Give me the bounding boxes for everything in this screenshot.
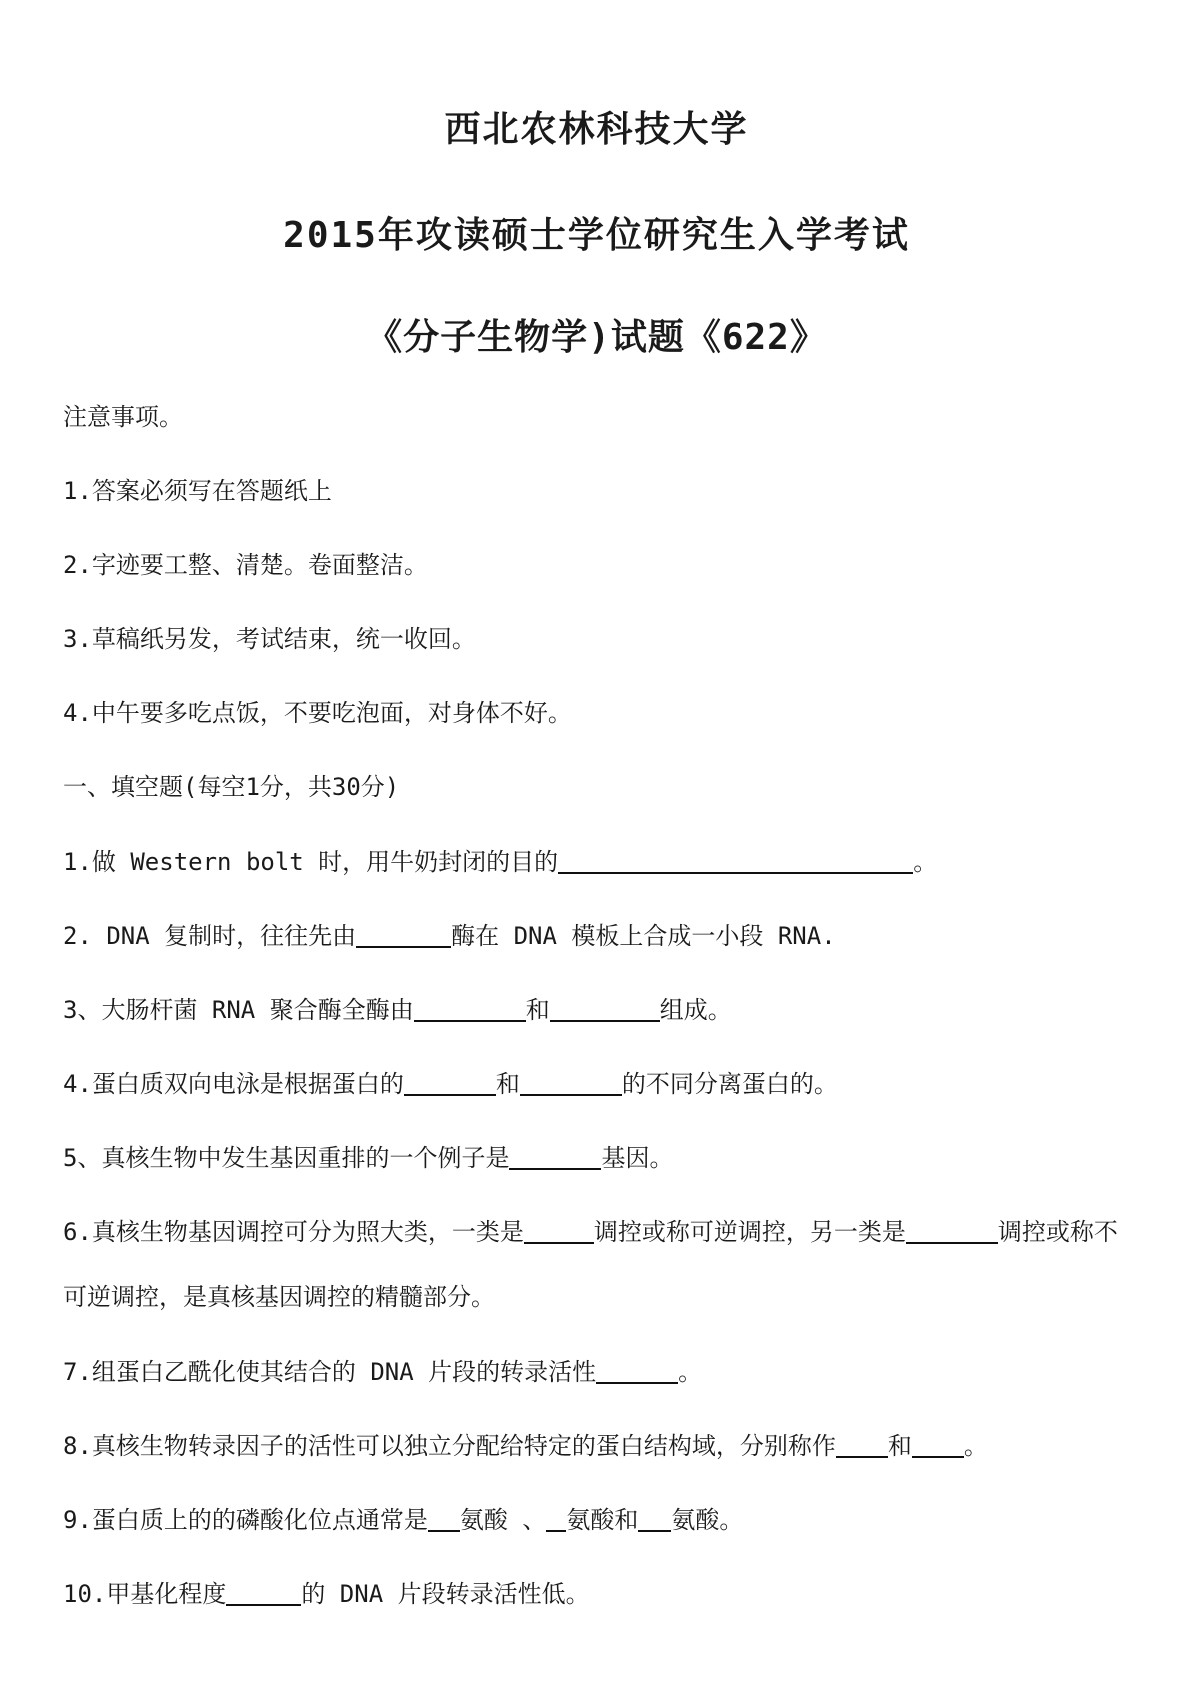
question-text: 9.蛋白质上的的磷酸化位点通常是 [63, 1506, 428, 1534]
exam-session-title: 2015年攻读硕士学位研究生入学考试 [283, 215, 910, 256]
notice-item-2: 2.字迹要工整、清楚。卷面整洁。 [63, 551, 428, 579]
question-text: 氨酸和 [566, 1506, 639, 1534]
question-text: 调控或称不 [997, 1218, 1118, 1246]
answer-blank [546, 1504, 566, 1532]
answer-blank [509, 1142, 601, 1170]
question-line [63, 1068, 1130, 1098]
answer-blank [596, 1356, 678, 1384]
question-text: 基因。 [601, 1144, 674, 1172]
question-text: 。 [678, 1358, 703, 1386]
question-line [63, 920, 1130, 950]
notice-item-3: 3.草稿纸另发，考试结束，统一收回。 [63, 625, 476, 653]
question-text: 。 [963, 1432, 988, 1460]
answer-blank [404, 1068, 496, 1096]
question-line [63, 1216, 1130, 1246]
question-text: 和 [887, 1432, 912, 1460]
question-text: 。 [913, 848, 938, 876]
question-text: 7.组蛋白乙酰化使其结合的 DNA 片段的转录活性 [63, 1358, 597, 1386]
answer-blank [906, 1216, 998, 1244]
question-text: 可逆调控，是真核基因调控的精髓部分。 [63, 1283, 495, 1311]
answer-blank [428, 1504, 460, 1532]
answer-blank [912, 1430, 964, 1458]
question-text: 的不同分离蛋白的。 [621, 1070, 838, 1098]
question-text: 8.真核生物转录因子的活性可以独立分配给特定的蛋白结构域，分别称作 [63, 1432, 836, 1460]
question-text: 2. DNA 复制时，往往先由 [63, 922, 357, 950]
notices-heading: 注意事项。 [63, 403, 183, 431]
notice-item-1: 1.答案必须写在答题纸上 [63, 477, 332, 505]
answer-blank [226, 1578, 301, 1606]
question-text: 的 DNA 片段转录活性低。 [301, 1580, 590, 1608]
question-text: 4.蛋白质双向电泳是根据蛋白的 [63, 1070, 404, 1098]
paper-title: 《分子生物学)试题《622》 [366, 317, 827, 358]
question-text: 酶在 DNA 模板上合成一小段 RNA. [451, 922, 836, 950]
question-line [63, 1504, 1130, 1534]
question-line [63, 1142, 1130, 1172]
question-text: 氨酸 、 [459, 1506, 547, 1534]
question-text: 组成。 [659, 996, 732, 1024]
question-text: 1.做 Western bolt 时，用牛奶封闭的目的 [63, 848, 559, 876]
question-line [63, 994, 1130, 1024]
question-line-continuation [63, 1282, 1130, 1312]
question-text: 6.真核生物基因调控可分为照大类，一类是 [63, 1218, 524, 1246]
question-text: 10.甲基化程度 [63, 1580, 227, 1608]
university-title: 西北农林科技大学 [444, 109, 749, 150]
answer-blank [356, 920, 451, 948]
notice-item-4: 4.中午要多吃点饭，不要吃泡面，对身体不好。 [63, 699, 572, 727]
question-text: 氨酸。 [671, 1506, 744, 1534]
question-text: 5、真核生物中发生基因重排的一个例子是 [63, 1144, 510, 1172]
answer-blank [638, 1504, 671, 1532]
answer-blank [836, 1430, 888, 1458]
answer-blank [414, 994, 526, 1022]
question-line [63, 1430, 1130, 1460]
answer-blank [524, 1216, 594, 1244]
question-line [63, 846, 1130, 876]
answer-blank [558, 846, 913, 874]
answer-blank [520, 1068, 622, 1096]
question-line [63, 1356, 1130, 1386]
questions [63, 846, 1130, 1608]
answer-blank [550, 994, 660, 1022]
question-line [63, 1578, 1130, 1608]
question-text: 和 [525, 996, 550, 1024]
question-text: 和 [495, 1070, 520, 1098]
question-text: 调控或称可逆调控，另一类是 [593, 1218, 906, 1246]
section-heading: 一、填空题(每空1分，共30分) [63, 773, 400, 801]
question-text: 3、大肠杆菌 RNA 聚合酶全酶由 [63, 996, 414, 1024]
